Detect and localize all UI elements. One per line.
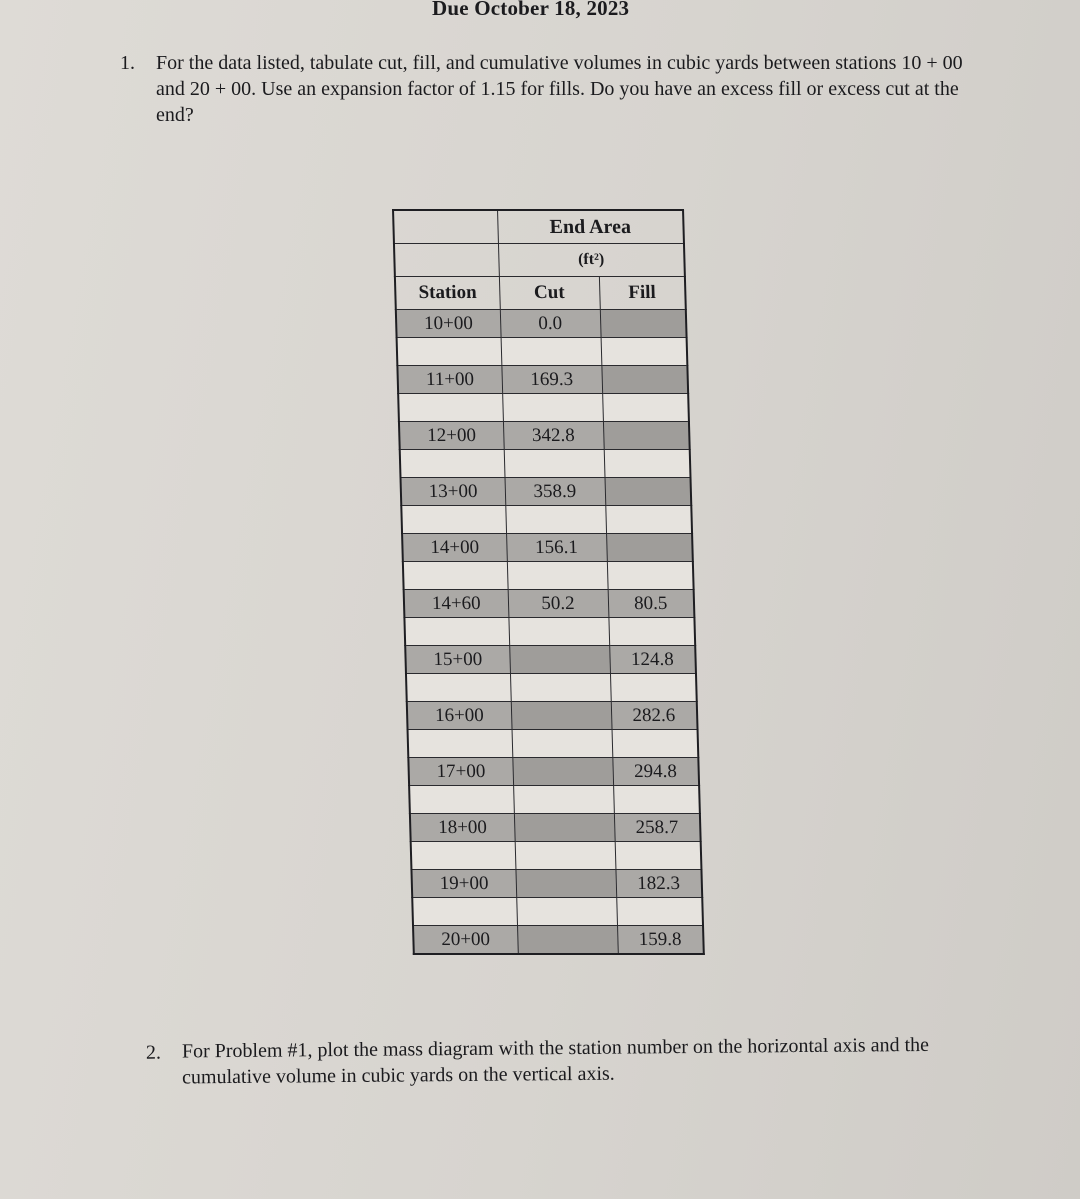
empty-cell — [404, 618, 509, 646]
fill-cell — [603, 422, 690, 450]
empty-cell — [607, 562, 694, 590]
cut-cell — [509, 646, 610, 674]
station-cell: 14+60 — [404, 590, 509, 618]
empty-cell — [400, 450, 505, 478]
gap-row — [400, 450, 691, 478]
fill-cell: 124.8 — [609, 646, 696, 674]
gap-row — [397, 338, 688, 366]
station-cell: 17+00 — [408, 758, 513, 786]
station-cell: 15+00 — [405, 646, 510, 674]
empty-cell — [616, 898, 703, 926]
empty-cell — [504, 450, 605, 478]
empty-cell — [601, 338, 688, 366]
fill-cell: 282.6 — [611, 702, 698, 730]
gap-row — [412, 898, 703, 926]
empty-cell — [513, 786, 614, 814]
cut-cell — [515, 870, 616, 898]
station-cell: 16+00 — [407, 702, 512, 730]
gap-row — [408, 730, 699, 758]
empty-cell — [516, 898, 617, 926]
cut-cell — [512, 758, 613, 786]
empty-cell — [508, 618, 609, 646]
empty-header-cell — [393, 210, 498, 244]
empty-cell — [501, 338, 602, 366]
table-row — [408, 758, 699, 786]
empty-cell — [604, 450, 691, 478]
gap-row — [411, 842, 702, 870]
gap-row — [403, 562, 694, 590]
empty-cell — [412, 898, 517, 926]
gap-row — [401, 506, 692, 534]
cut-cell — [514, 814, 615, 842]
fill-cell: 182.3 — [615, 870, 702, 898]
cut-cell — [517, 926, 618, 955]
empty-cell — [510, 674, 611, 702]
gap-row — [406, 674, 697, 702]
empty-cell — [612, 730, 699, 758]
fill-cell — [604, 478, 691, 506]
question-2-number: 2. — [145, 1041, 162, 1064]
unit-header: (ft²) — [498, 244, 685, 277]
empty-cell — [408, 730, 513, 758]
question-2-text: For Problem #1, plot the mass diagram with the station number on the horizontal axis and the cumulative volume in cubic yards on the vertical axis. — [181, 1033, 930, 1089]
cut-cell: 358.9 — [504, 478, 605, 506]
station-cell: 20+00 — [413, 926, 518, 955]
station-cell: 13+00 — [400, 478, 505, 506]
empty-cell — [409, 786, 514, 814]
empty-cell — [401, 506, 506, 534]
empty-cell — [615, 842, 702, 870]
station-cell: 18+00 — [410, 814, 515, 842]
question-1 — [116, 50, 966, 128]
fill-cell — [600, 310, 687, 338]
cut-cell: 0.0 — [500, 310, 601, 338]
question-1-text: For the data listed, tabulate cut, fill, and cumulative volumes in cubic yards between stations 10 + 00 and 20 + 00. Use an expansion factor of 1.15 for fills. Do you have an excess fill or excess cut at the end? — [156, 52, 963, 126]
station-cell: 14+00 — [402, 534, 507, 562]
fill-cell: 80.5 — [608, 590, 695, 618]
empty-cell — [398, 394, 503, 422]
empty-cell — [512, 730, 613, 758]
gap-row — [398, 394, 689, 422]
fill-cell: 258.7 — [614, 814, 701, 842]
empty-cell — [602, 394, 689, 422]
fill-cell — [606, 534, 693, 562]
cut-cell: 156.1 — [506, 534, 607, 562]
table-row — [404, 590, 695, 618]
empty-cell — [502, 394, 603, 422]
due-date: Due October 18, 2023 — [432, 0, 630, 20]
empty-cell — [406, 674, 511, 702]
table-row — [411, 870, 702, 898]
table-row — [407, 702, 698, 730]
empty-cell — [505, 506, 606, 534]
empty-cell — [397, 338, 502, 366]
table-row — [402, 534, 693, 562]
station-cell: 10+00 — [396, 310, 501, 338]
fill-cell: 294.8 — [612, 758, 699, 786]
question-2 — [146, 1031, 1006, 1091]
empty-cell — [411, 842, 516, 870]
cut-cell: 342.8 — [503, 422, 604, 450]
cut-column-header: Cut — [499, 277, 600, 310]
station-column-header: Station — [395, 277, 500, 310]
empty-cell — [403, 562, 508, 590]
empty-cell — [515, 842, 616, 870]
cut-cell — [511, 702, 612, 730]
question-1-number: 1. — [120, 52, 135, 74]
end-area-table — [392, 209, 705, 955]
gap-row — [404, 618, 695, 646]
table-row — [397, 366, 688, 394]
gap-row — [409, 786, 700, 814]
table-row — [410, 814, 701, 842]
fill-column-header: Fill — [599, 277, 686, 310]
empty-cell — [613, 786, 700, 814]
station-cell: 12+00 — [399, 422, 504, 450]
fill-cell — [601, 366, 688, 394]
end-area-header: End Area — [497, 210, 684, 244]
empty-cell — [605, 506, 692, 534]
table-row — [399, 422, 690, 450]
table-row — [396, 310, 687, 338]
empty-cell — [507, 562, 608, 590]
station-cell: 11+00 — [397, 366, 502, 394]
cut-cell: 50.2 — [508, 590, 609, 618]
table-row — [413, 926, 704, 955]
table-row — [400, 478, 691, 506]
cut-cell: 169.3 — [501, 366, 602, 394]
empty-header-cell — [394, 244, 499, 277]
table-row — [405, 646, 696, 674]
empty-cell — [610, 674, 697, 702]
fill-cell: 159.8 — [617, 926, 704, 955]
empty-cell — [608, 618, 695, 646]
end-area-table-container — [392, 209, 705, 955]
station-cell: 19+00 — [411, 870, 516, 898]
